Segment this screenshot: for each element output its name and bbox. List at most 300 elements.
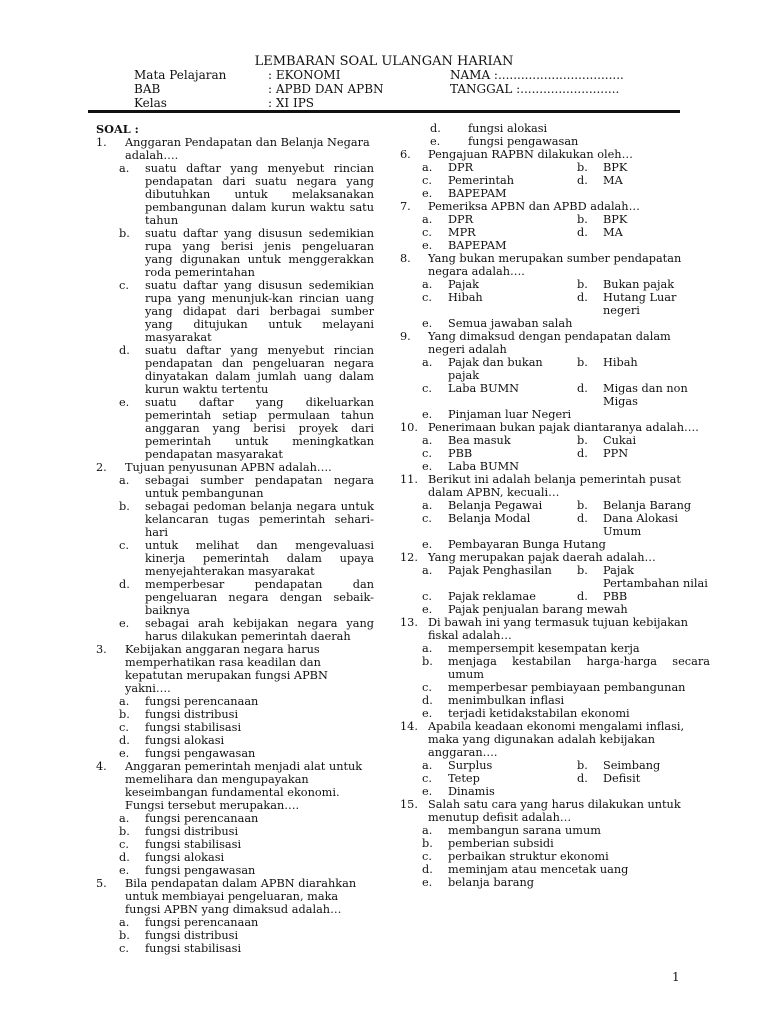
option-letter: d. [119, 344, 130, 357]
question-stem [96, 136, 374, 162]
option-letter: b. [577, 499, 588, 512]
option-letter: d. [430, 122, 441, 135]
chapter-value: : APBD DAN APBN [268, 82, 384, 96]
option-grid [400, 759, 710, 785]
option-item [400, 291, 555, 317]
option-text: fungsi stabilisasi [145, 838, 242, 851]
option-text: MPR [448, 226, 476, 239]
option-text: Hibah [448, 291, 483, 304]
option-text: memperbesar pendapatan dan pengeluaran negara dengan sebaik-baiknya [145, 578, 374, 617]
option-item [400, 187, 710, 200]
option-letter: d. [119, 578, 130, 591]
question-item [400, 720, 710, 798]
option-letter: d. [119, 851, 130, 864]
option-letter: e. [422, 603, 433, 616]
option-text: membangun sarana umum [448, 824, 601, 837]
question-text: Pemeriksa APBN dan APBD adalah… [428, 200, 640, 213]
option-text: Defisit [603, 772, 641, 785]
option-letter: c. [119, 838, 129, 851]
question-text: Anggaran pemerintah menjadi alat untuk memelihara dan mengupayakan keseimbangan fundamental ekonomi. Fungsi tersebut merupakan…. [125, 760, 363, 812]
option-letter: a. [422, 356, 433, 369]
option-letter: e. [119, 396, 130, 409]
option-list [400, 603, 710, 616]
subject-label: Mata Pelajaran [134, 68, 227, 82]
option-text: Seimbang [603, 759, 661, 772]
option-letter: d. [577, 512, 588, 525]
option-text: MA [603, 226, 623, 239]
page-number: 1 [672, 970, 680, 984]
option-list [96, 162, 374, 461]
option-text: DPR [448, 161, 474, 174]
option-text: Belanja Modal [448, 512, 531, 525]
option-text: Laba BUMN [448, 460, 520, 473]
option-item [96, 474, 374, 500]
option-item [400, 122, 710, 135]
option-text: DPR [448, 213, 474, 226]
question-text: Apabila keadaan ekonomi mengalami inflasi, maka yang digunakan adalah kebijakan anggaran…. [428, 720, 685, 759]
option-letter: b. [577, 213, 588, 226]
option-text: Bukan pajak [603, 278, 675, 291]
option-item [400, 239, 710, 252]
option-text: PPN [603, 447, 629, 460]
option-text: PBB [603, 590, 628, 603]
option-text: fungsi perencanaan [145, 812, 259, 825]
option-list [96, 695, 374, 760]
class-value: : XI IPS [268, 96, 314, 110]
option-text: Pajak dan bukan pajak [448, 356, 543, 382]
option-letter: b. [119, 929, 130, 942]
option-text: sebagai pedoman belanja negara untuk kelancaran tugas pemerintah sehari-hari [145, 500, 374, 539]
option-item [96, 162, 374, 227]
question-stem [400, 421, 710, 434]
option-text: Pinjaman luar Negeri [448, 408, 572, 421]
option-list [400, 408, 710, 421]
option-letter: c. [119, 539, 129, 552]
option-letter: b. [119, 708, 130, 721]
option-grid [400, 499, 710, 538]
option-text: fungsi stabilisasi [145, 942, 242, 955]
option-item [400, 837, 710, 850]
option-letter: d. [577, 447, 588, 460]
option-text: Belanja Pegawai [448, 499, 543, 512]
option-text: Tetep [448, 772, 480, 785]
option-letter: c. [422, 512, 432, 525]
question-stem [400, 798, 710, 824]
question-item [400, 148, 710, 200]
option-text: fungsi pengawasan [468, 135, 579, 148]
option-item [400, 655, 710, 681]
option-grid [400, 161, 710, 187]
option-text: Pajak Penghasilan [448, 564, 552, 577]
option-letter: a. [422, 161, 433, 174]
option-letter: b. [119, 500, 130, 513]
option-item [400, 876, 710, 889]
question-number: 13. [400, 616, 418, 629]
option-item [555, 291, 710, 317]
option-letter: e. [422, 876, 433, 889]
option-letter: a. [119, 474, 130, 487]
option-text: BPK [603, 213, 628, 226]
option-item [96, 916, 374, 929]
option-item [96, 708, 374, 721]
option-text: fungsi perencanaan [145, 916, 259, 929]
option-item [96, 734, 374, 747]
question-item [96, 877, 374, 955]
option-text: belanja barang [448, 876, 534, 889]
option-item [400, 681, 710, 694]
option-letter: b. [577, 161, 588, 174]
option-item [96, 344, 374, 396]
option-letter: e. [422, 408, 433, 421]
option-text: suatu daftar yang dikeluarkan pemerintah setiap permulaan tahun anggaran yang berisi proyek dari pemerintah untuk meningkatkan pendapatan masyarakat [145, 396, 374, 461]
option-text: sebagai arah kebijakan negara yang harus dilakukan pemerintah daerah [145, 617, 374, 643]
option-text: mempersempit kesempatan kerja [448, 642, 640, 655]
option-grid [400, 434, 710, 460]
question-text: Penerimaan bukan pajak diantaranya adalah…. [428, 421, 699, 434]
option-letter: a. [422, 434, 433, 447]
option-list [96, 474, 374, 643]
option-letter: a. [422, 642, 433, 655]
option-list [400, 785, 710, 798]
option-text: Hibah [603, 356, 638, 369]
option-item [96, 851, 374, 864]
question-text: Yang merupakan pajak daerah adalah… [428, 551, 656, 564]
option-item [555, 564, 710, 590]
option-text: fungsi stabilisasi [145, 721, 242, 734]
option-letter: a. [119, 916, 130, 929]
class-label: Kelas [134, 96, 167, 110]
option-letter: c. [422, 291, 432, 304]
soal-heading: SOAL : [96, 122, 139, 136]
option-item [400, 174, 555, 187]
option-text: Pajak Pertambahan nilai [603, 564, 708, 590]
option-letter: d. [577, 382, 588, 395]
option-item [96, 539, 374, 578]
option-text: suatu daftar yang disusun sedemikian rupa yang menunjuk-kan rincian uang yang didapat dari berbagai sumber yang ditujukan untuk melayani masyarakat [145, 279, 374, 344]
question-number: 1. [96, 136, 107, 149]
option-item [400, 863, 710, 876]
option-item [400, 382, 555, 408]
option-list [96, 812, 374, 877]
option-letter: b. [119, 227, 130, 240]
option-letter: c. [119, 721, 129, 734]
question-text: Yang bukan merupakan sumber pendapatan negara adalah…. [428, 252, 682, 278]
option-letter: c. [422, 226, 432, 239]
question-stem [96, 461, 374, 474]
question-stem [96, 760, 374, 812]
option-text: suatu daftar yang menyebut rincian pendapatan dan pengeluaran negara dinyatakan dalam jumlah uang dalam kurun waktu tertentu [145, 344, 374, 396]
option-grid [400, 213, 710, 239]
option-text: Belanja Barang [603, 499, 692, 512]
question-number: 7. [400, 200, 411, 213]
option-letter: b. [577, 434, 588, 447]
option-item [555, 382, 710, 408]
option-grid [400, 356, 710, 408]
option-letter: e. [119, 747, 130, 760]
question-number: 4. [96, 760, 107, 773]
option-letter: d. [119, 734, 130, 747]
question-number: 6. [400, 148, 411, 161]
question-item [400, 551, 710, 616]
option-letter: c. [119, 279, 129, 292]
option-letter: a. [422, 824, 433, 837]
question-number: 10. [400, 421, 418, 434]
option-item [96, 500, 374, 539]
option-item [555, 447, 710, 460]
option-list [400, 187, 710, 200]
option-item [96, 578, 374, 617]
option-item [400, 499, 555, 512]
option-letter: d. [577, 291, 588, 304]
name-field: NAMA :................................. [450, 68, 624, 82]
option-text: suatu daftar yang menyebut rincian pendapatan dari suatu negara yang dibutuhkan untuk melaksanakan pembangunan dalam kurun waktu satu tahun [145, 162, 374, 227]
question-item [400, 252, 710, 330]
question-stem [400, 551, 710, 564]
option-item [555, 356, 710, 382]
option-letter: c. [422, 772, 432, 785]
question-number: 9. [400, 330, 411, 343]
question-item [96, 643, 374, 760]
question-number: 12. [400, 551, 418, 564]
option-letter: b. [422, 837, 433, 850]
option-text: Pajak reklamae [448, 590, 536, 603]
option-list [400, 317, 710, 330]
question-stem [400, 473, 710, 499]
option-text: sebagai sumber pendapatan negara untuk pembangunan [145, 474, 374, 500]
question-number: 8. [400, 252, 411, 265]
question-number: 15. [400, 798, 418, 811]
option-item [555, 213, 710, 226]
option-item [400, 460, 710, 473]
option-text: suatu daftar yang disusun sedemikian rupa yang berisi jenis pengeluaran yang digunakan untuk menggerakkan roda pemerintahan [145, 227, 374, 279]
option-text: terjadi ketidakstabilan ekonomi [448, 707, 630, 720]
question-text: Yang dimaksud dengan pendapatan dalam negeri adalah [428, 330, 671, 356]
option-text: fungsi distribusi [145, 708, 239, 721]
option-item [400, 538, 710, 551]
question-number: 3. [96, 643, 107, 656]
option-letter: c. [422, 850, 432, 863]
question-text: Di bawah ini yang termasuk tujuan kebijakan fiskal adalah… [428, 616, 689, 642]
option-text: meminjam atau mencetak uang [448, 863, 629, 876]
option-item [96, 279, 374, 344]
option-text: Laba BUMN [448, 382, 520, 395]
option-item [96, 617, 374, 643]
option-letter: d. [577, 226, 588, 239]
option-letter: b. [577, 356, 588, 369]
question-item [400, 330, 710, 421]
option-item [400, 772, 555, 785]
option-item [555, 590, 710, 603]
option-letter: b. [577, 278, 588, 291]
option-item [96, 929, 374, 942]
option-item [400, 356, 555, 382]
option-text: fungsi pengawasan [145, 747, 256, 760]
question-item [96, 136, 374, 461]
option-text: Migas dan non Migas [603, 382, 688, 408]
option-letter: d. [577, 772, 588, 785]
option-text: fungsi distribusi [145, 929, 239, 942]
option-item [96, 695, 374, 708]
option-text: untuk melihat dan mengevaluasi kinerja pemerintah dalam upaya menyejahterakan masyarakat [145, 539, 374, 578]
option-item [555, 161, 710, 174]
question-number: 5. [96, 877, 107, 890]
option-item [400, 408, 710, 421]
option-grid [400, 564, 710, 603]
option-letter: b. [119, 825, 130, 838]
option-letter: c. [422, 681, 432, 694]
option-item [400, 694, 710, 707]
question-item [96, 760, 374, 877]
option-item [555, 278, 710, 291]
chapter-label: BAB [134, 82, 161, 96]
option-item [96, 747, 374, 760]
option-list [96, 916, 374, 955]
option-letter: e. [422, 460, 433, 473]
question-text: Salah satu cara yang harus dilakukan untuk menutup defisit adalah… [428, 798, 681, 824]
option-list [400, 824, 710, 889]
option-text: Pajak [448, 278, 479, 291]
question-item [400, 798, 710, 889]
question-item [96, 461, 374, 643]
question-stem [400, 252, 710, 278]
option-letter: a. [422, 564, 433, 577]
question-text: Kebijakan anggaran negara harus memperhatikan rasa keadilan dan kepatutan merupakan fungsi APBN yakni…. [125, 643, 328, 695]
question-stem [400, 616, 710, 642]
question-number: 11. [400, 473, 418, 486]
option-item [96, 721, 374, 734]
option-letter: e. [422, 317, 433, 330]
question-stem [400, 200, 710, 213]
option-item [400, 317, 710, 330]
header-divider [88, 110, 680, 113]
option-item [555, 512, 710, 538]
option-letter: e. [422, 187, 433, 200]
question-item [400, 616, 710, 720]
option-item [400, 824, 710, 837]
option-letter: c. [119, 942, 129, 955]
option-text: perbaikan struktur ekonomi [448, 850, 609, 863]
option-letter: d. [577, 174, 588, 187]
option-letter: c. [422, 174, 432, 187]
question-number: 14. [400, 720, 418, 733]
option-item [400, 759, 555, 772]
option-item [400, 850, 710, 863]
date-field: TANGGAL :.......................... [450, 82, 620, 96]
option-item [555, 434, 710, 447]
right-column [400, 122, 710, 889]
option-letter: b. [577, 564, 588, 577]
option-letter: e. [119, 864, 130, 877]
worksheet-title: LEMBARAN SOAL ULANGAN HARIAN [254, 54, 514, 69]
question-stem [400, 330, 710, 356]
question-text: Bila pendapatan dalam APBN diarahkan untuk membiayai pengeluaran, maka fungsi APBN yang dimaksud adalah… [125, 877, 357, 916]
option-letter: d. [422, 694, 433, 707]
option-item [555, 759, 710, 772]
option-item [555, 772, 710, 785]
option-letter: d. [422, 863, 433, 876]
option-item [400, 434, 555, 447]
option-list [400, 460, 710, 473]
option-letter: e. [119, 617, 130, 630]
option-letter: c. [422, 382, 432, 395]
option-letter: c. [422, 590, 432, 603]
option-text: fungsi alokasi [145, 851, 225, 864]
option-text: BPK [603, 161, 628, 174]
option-text: Surplus [448, 759, 493, 772]
option-item [400, 603, 710, 616]
option-text: menjaga kestabilan harga-harga secara umum [448, 655, 710, 681]
option-letter: e. [422, 239, 433, 252]
question-item [400, 421, 710, 473]
option-text: BAPEPAM [448, 187, 507, 200]
option-list [400, 538, 710, 551]
option-item [96, 864, 374, 877]
option-text: fungsi pengawasan [145, 864, 256, 877]
option-letter: c. [422, 447, 432, 460]
option-text: fungsi perencanaan [145, 695, 259, 708]
option-letter: a. [422, 213, 433, 226]
option-text: Hutang Luar negeri [603, 291, 677, 317]
option-letter: a. [422, 759, 433, 772]
option-list [400, 642, 710, 720]
option-text: fungsi alokasi [468, 122, 548, 135]
option-text: Pajak penjualan barang mewah [448, 603, 628, 616]
option-item [555, 499, 710, 512]
question-stem [96, 877, 374, 916]
option-letter: a. [119, 695, 130, 708]
option-text: PBB [448, 447, 473, 460]
option-text: Pemerintah [448, 174, 515, 187]
option-item [555, 174, 710, 187]
option-text: fungsi distribusi [145, 825, 239, 838]
question-item [400, 473, 710, 551]
option-item [400, 278, 555, 291]
left-column [96, 122, 374, 955]
option-item [400, 135, 710, 148]
option-item [96, 227, 374, 279]
question-text: Anggaran Pendapatan dan Belanja Negara adalah…. [125, 136, 370, 162]
option-item [96, 812, 374, 825]
question-stem [400, 148, 710, 161]
question-item [400, 200, 710, 252]
option-item [400, 226, 555, 239]
option-letter: a. [422, 278, 433, 291]
option-letter: e. [422, 707, 433, 720]
option-letter: e. [430, 135, 441, 148]
option-text: Semua jawaban salah [448, 317, 573, 330]
option-letter: e. [422, 538, 433, 551]
option-item [96, 838, 374, 851]
option-list [400, 239, 710, 252]
option-item [96, 825, 374, 838]
question-stem [96, 643, 374, 695]
option-item [555, 226, 710, 239]
option-text: Bea masuk [448, 434, 511, 447]
option-text: memperbesar pembiayaan pembangunan [448, 681, 686, 694]
option-item [400, 161, 555, 174]
option-item [400, 213, 555, 226]
option-letter: a. [422, 499, 433, 512]
option-letter: d. [577, 590, 588, 603]
option-text: Dinamis [448, 785, 495, 798]
option-letter: a. [119, 162, 130, 175]
option-text: menimbulkan inflasi [448, 694, 565, 707]
option-item [400, 642, 710, 655]
option-item [400, 707, 710, 720]
option-text: Dana Alokasi Umum [603, 512, 678, 538]
option-text: Cukai [603, 434, 637, 447]
option-item [400, 785, 710, 798]
